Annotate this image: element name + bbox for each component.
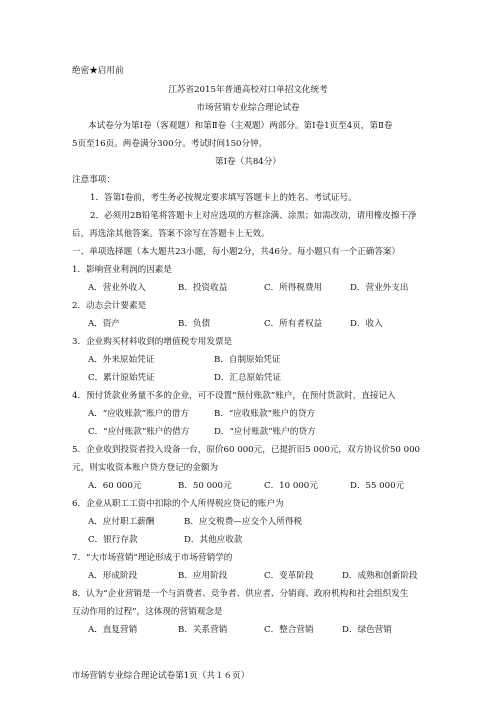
question-2-option-b: B．负债 [178, 319, 211, 329]
question-5-option-a: A．60 000元 [88, 481, 142, 491]
intro-line-2: 5页至16页。两卷满分300分。考试时间150分钟。 [72, 139, 268, 149]
question-1-option-a: A．营业外收入 [88, 283, 146, 293]
question-8-stem-line-1: 8．认为“企业营销是一个与消费者、竞争者、供应者、分销商、政府机构和社会组织发生 [72, 589, 409, 599]
question-5-stem-line-2: 元，则实收资本账户贷方登记的金额为 [72, 463, 219, 473]
question-4-option-a: A．“应收账款”账户的借方 [88, 409, 189, 419]
note-item-2-line-1: 2．必须用2B铅笔将答题卡上对应选项的方框涂满、涂黑；如需改动，请用橡皮擦干净 [90, 211, 417, 221]
question-4-stem: 4．预付货款业务量不多的企业，可不设置“预付账款”账户，在预付货款时，直接记入 [72, 391, 396, 401]
question-8-option-a: A．直复营销 [88, 625, 138, 635]
note-item-2-line-2: 后，再选涂其他答案。答案不涂写在答题卡上无效。 [72, 229, 270, 239]
intro-line-1: 本试卷分为第Ⅰ卷（客观题）和第Ⅱ卷（主观题）两部分。第Ⅰ卷1页至4页，第Ⅱ卷 [88, 121, 393, 131]
question-2-option-d: D．收入 [350, 319, 383, 329]
question-6-option-b: B．应交税费—应交个人所得税 [184, 517, 303, 527]
question-6-option-a: A．应付职工薪酬 [88, 517, 155, 527]
question-7-option-c: C．变革阶段 [264, 571, 314, 581]
question-1-option-c: C．所得税费用 [264, 283, 323, 293]
question-7-stem: 7．“大市场营销”理论形成于市场营销学的 [72, 553, 233, 563]
question-2-stem: 2．动态会计要素是 [72, 301, 147, 311]
question-7-option-d: D．成熟和创新阶段 [342, 571, 418, 581]
question-5-option-b: B．50 000元 [178, 481, 232, 491]
question-4-option-c: C．“应付账款”账户的借方 [88, 427, 190, 437]
question-8-option-b: B．关系营销 [178, 625, 228, 635]
question-6-option-c: C．银行存款 [88, 535, 138, 545]
question-3-option-c: C．累计原始凭证 [88, 373, 155, 383]
section-title: 第Ⅰ卷（共84分） [215, 157, 281, 167]
question-2-option-c: C．所有者权益 [264, 319, 323, 329]
question-3-option-b: B．自制原始凭证 [214, 355, 281, 365]
question-3-option-a: A．外来原始凭证 [88, 355, 155, 365]
paper-title: 市场营销专业综合理论试卷 [196, 103, 300, 113]
question-2-option-a: A．资产 [88, 319, 120, 329]
question-8-option-d: D．绿色营销 [342, 625, 392, 635]
question-5-option-c: C．10 000元 [264, 481, 318, 491]
question-6-option-d: D．其他应收款 [184, 535, 243, 545]
question-3-option-d: D．汇总原始凭证 [214, 373, 282, 383]
question-8-stem-line-2: 互动作用的过程”，这体现的营销观念是 [72, 607, 223, 617]
question-1-option-b: B．投资收益 [178, 283, 228, 293]
question-4-option-d: D．“应付账款”账户的贷方 [214, 427, 316, 437]
question-5-option-d: D．55 000元 [350, 481, 405, 491]
question-7-option-a: A．形成阶段 [88, 571, 138, 581]
note-item-1: 1．答第Ⅰ卷前，考生务必按规定要求填写答题卡上的姓名、考试证号。 [90, 193, 357, 203]
question-5-stem-line-1: 5．企业收到投资者投入设备一台，原价60 000元，已提折旧5 000元，双方协议价50 000 [72, 445, 421, 455]
question-1-option-d: D．营业外支出 [350, 283, 409, 293]
page-footer: 市场营销专业综合理论试卷第1页（共１６页） [72, 671, 250, 681]
question-8-option-c: C．整合营销 [264, 625, 314, 635]
notes-title: 注意事项： [72, 175, 115, 185]
part-title: 一、单项选择题（本大题共23小题，每小题2分，共46分。每小题只有一个正确答案） [72, 247, 401, 257]
secret-mark: 绝密★启用前 [72, 66, 124, 76]
question-3-stem: 3．企业购买材料收到的增值税专用发票是 [72, 337, 233, 347]
question-1-stem: 1．影响营业利润的因素是 [72, 265, 172, 275]
question-6-stem: 6．企业从职工工资中扣除的个人所得税应贷记的账户为 [72, 499, 284, 509]
question-7-option-b: B．应用阶段 [178, 571, 228, 581]
exam-title: 江苏省2015年普通高校对口单招文化统考 [168, 85, 328, 95]
question-4-option-b: B．“应收账款”账户的贷方 [214, 409, 316, 419]
